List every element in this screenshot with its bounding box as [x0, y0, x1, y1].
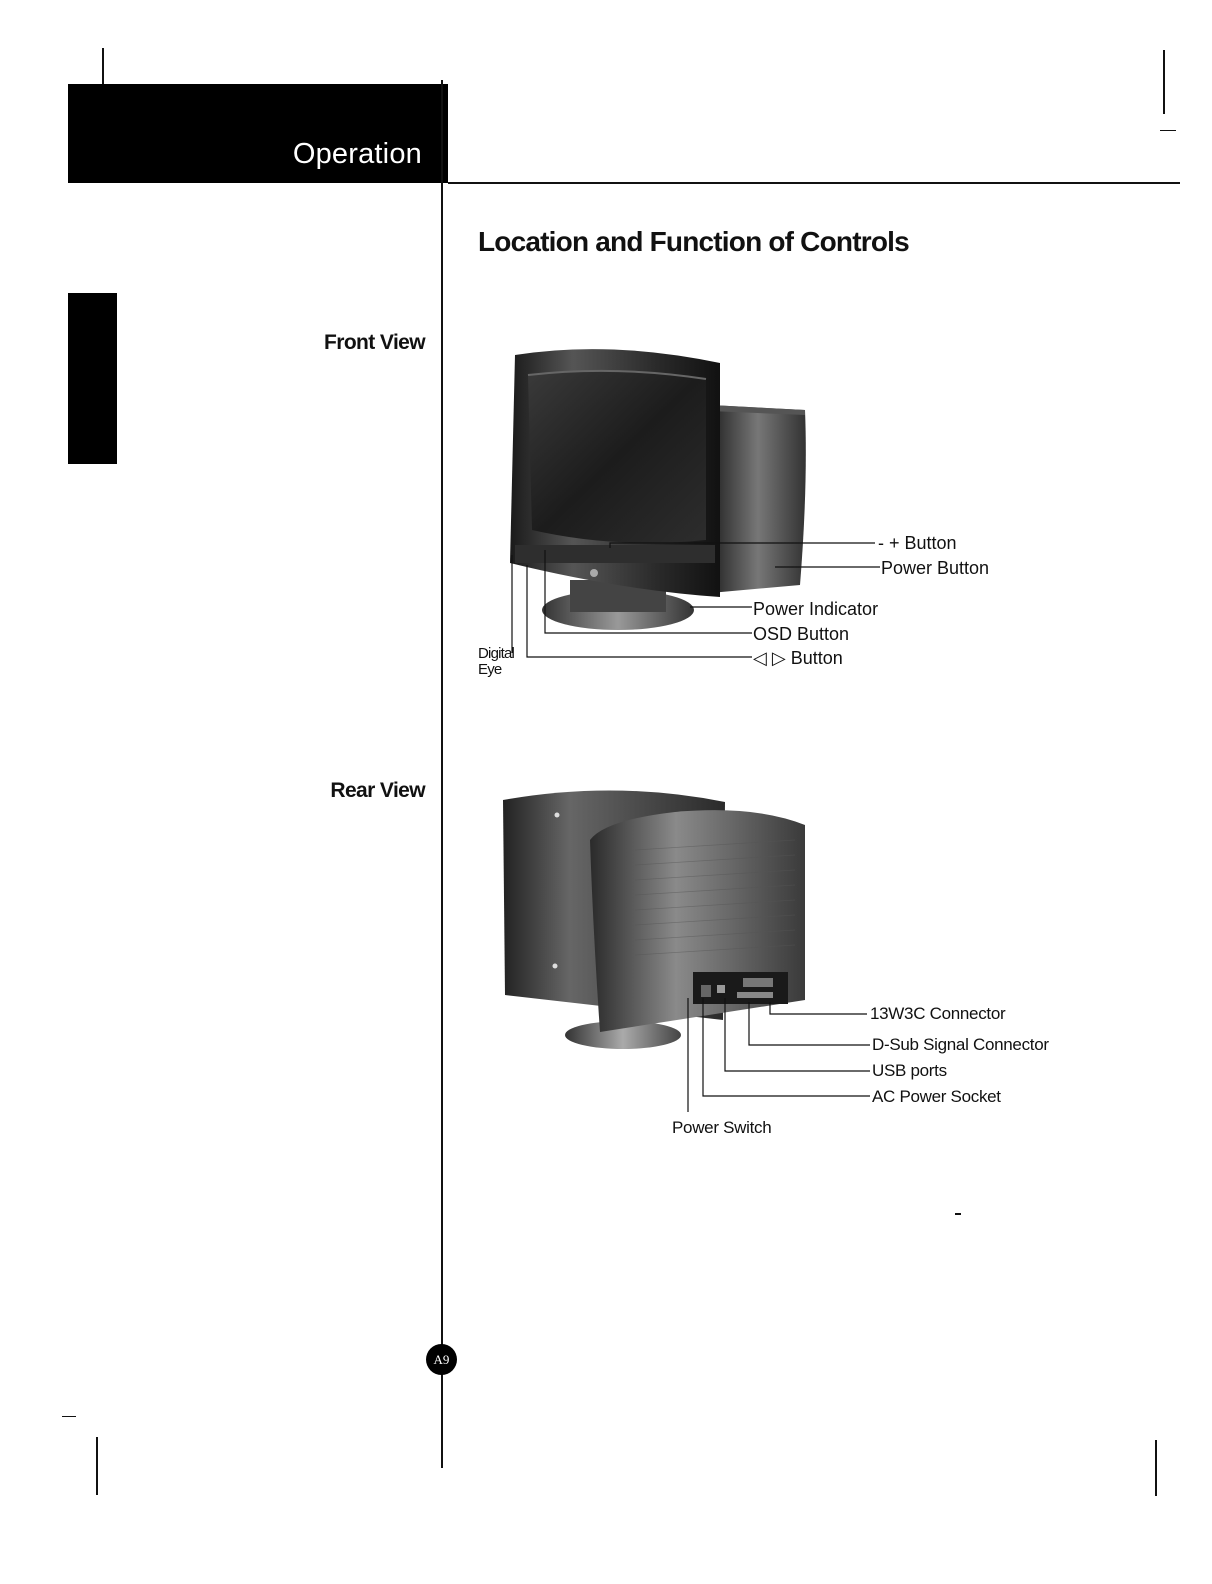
header-title: Operation [292, 138, 422, 170]
header-rule [448, 182, 1180, 184]
osd-button-callout: OSD Button [753, 624, 850, 644]
power-switch-callout: Power Switch [672, 1118, 772, 1137]
crop-mark-top-right-dash [1160, 130, 1176, 131]
crop-mark-top-right [1163, 50, 1165, 114]
crop-mark-bottom-left [96, 1437, 98, 1495]
header-bar [68, 84, 448, 183]
crop-mark-top-left [102, 48, 104, 84]
power-indicator-callout: Power Indicator [753, 599, 879, 619]
left-right-button-callout: ◁ ▷ Button [753, 648, 843, 668]
section-title: Location and Function of Controls [478, 226, 909, 257]
crop-mark-bottom-left-dash [62, 1416, 76, 1417]
page-number: A9 [426, 1344, 457, 1375]
ac-power-socket-callout: AC Power Socket [872, 1087, 1001, 1106]
crop-mark-bottom-right [1155, 1440, 1157, 1496]
rear-view-label: Rear View [330, 779, 425, 802]
power-button-callout: Power Button [881, 558, 990, 578]
13w3c-connector-callout: 13W3C Connector [870, 1004, 1006, 1023]
rear-view-illustration [495, 780, 1115, 1140]
usb-ports-callout: USB ports [872, 1061, 947, 1080]
dsub-signal-connector-callout: D-Sub Signal Connector [872, 1035, 1049, 1054]
minus-plus-button-callout: - + Button [878, 533, 957, 553]
chapter-tab [68, 293, 117, 464]
stray-mark [955, 1213, 961, 1215]
digital-eye-callout-line1: Digital [478, 645, 515, 662]
digital-eye-callout-line2: Eye [478, 661, 502, 678]
front-view-label: Front View [324, 331, 425, 354]
column-divider [441, 80, 443, 1468]
